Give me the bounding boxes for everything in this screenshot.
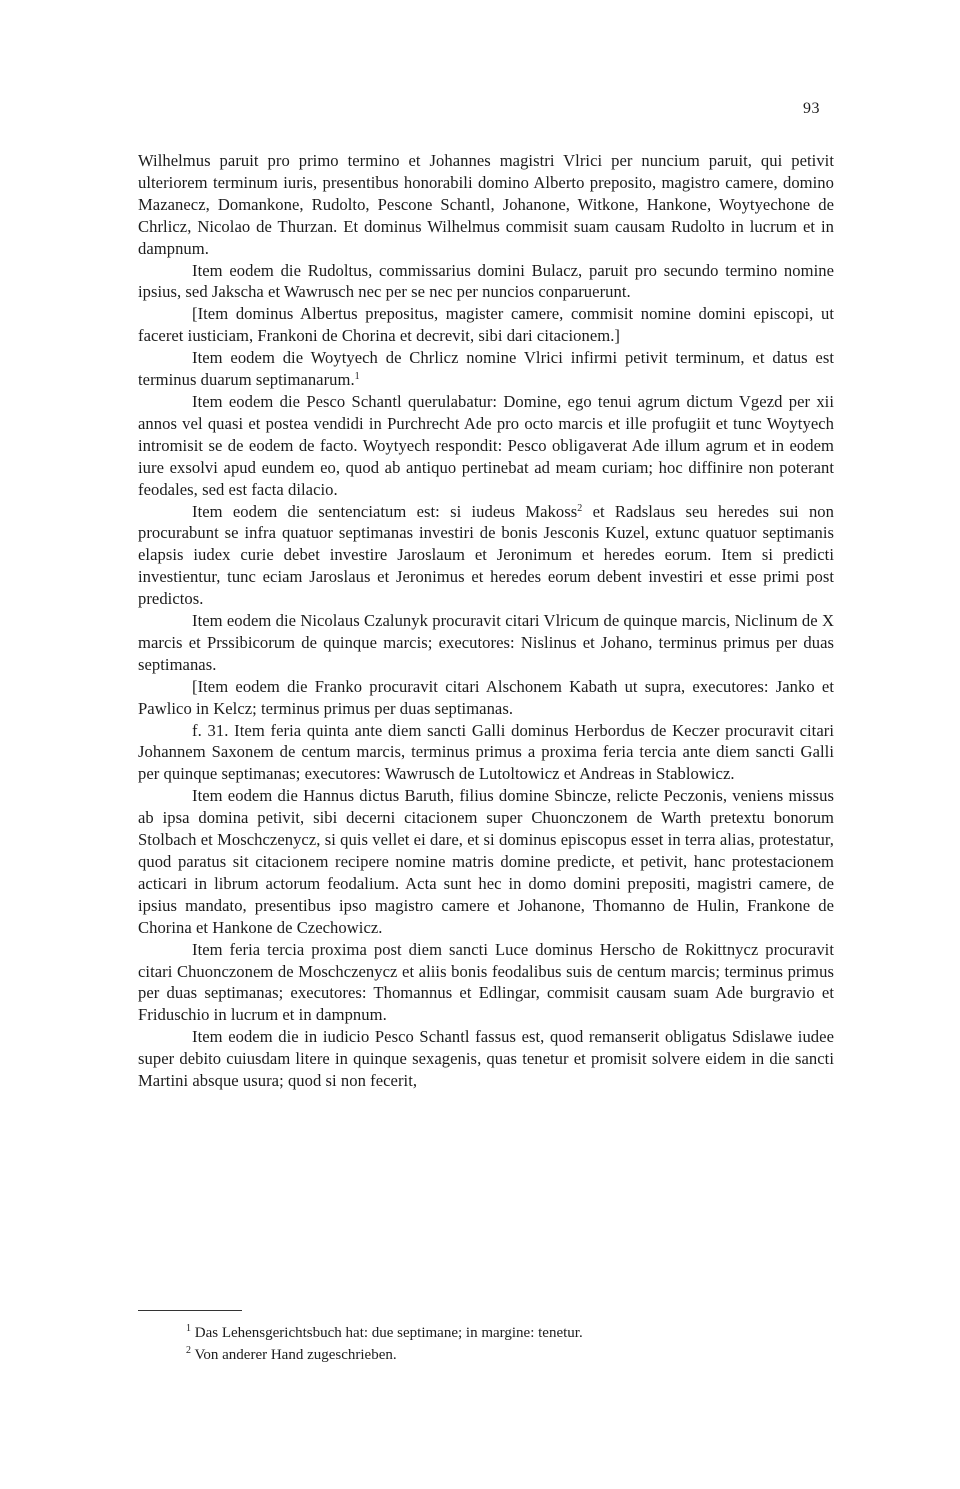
footnote-divider [138, 1310, 242, 1311]
footnotes [186, 1322, 826, 1366]
paragraph: [Item eodem die Franko procuravit citari Alschonem Kabath ut supra, executores: Janko et Pawlico in Kelcz; terminus primus per duas septimanas. [138, 676, 834, 718]
paragraph-text: Item eodem die sentenciatum est: si iudeus Makoss [192, 501, 578, 521]
page-number: 93 [803, 100, 820, 117]
footnote [186, 1344, 826, 1366]
paragraph: [Item dominus Albertus prepositus, magister camere, commisit nomine domini episcopi, ut faceret iusticiam, Frankoni de Chorina et decrevit, sibi dari citacionem.] [138, 304, 834, 346]
paragraph [138, 501, 834, 611]
body-text [138, 150, 834, 1092]
paragraph: Item eodem die Hannus dictus Baruth, filius domine Sbincze, relicte Peczonis, veniens missus ab ipsa domina petivit, sibi decerni citacionem super Chuonczonem de Warth pretextu bonorum Stolbach et Moschczenycz, si quis vellet ei dare, et si dominus episcopus esset in terra alias, protestatur, quod paratus sit citacionem recipere nomine matris domine predicte, et petivit, hanc protestacionem acticari in librum actorum feodalium. Acta sunt hec in domo domini prepositi, magistri camere, de ipsius mandato, presentibus ipso magistro camere et Johanone, Thomanno de Hulin, Frankone de Chorina et Hankone de Czechowicz. [138, 786, 834, 937]
footnote-reference: 1 [354, 371, 360, 383]
footnote-mark: 2 [186, 1345, 191, 1356]
paragraph-text: Item eodem die Woytyech de Chrlicz nomine Vlrici infirmi petivit terminum, et datus est terminus duarum septimanarum. [138, 348, 834, 390]
footnote-text: Das Lehensgerichtsbuch hat: due septimane; in margine: tenetur. [194, 1325, 583, 1341]
paragraph-text: et Radslaus seu heredes sui non procurabunt se infra quatuor septimanas investiri de bonis Jesconis Kuzel, extunc quatuor septimanis elapsis iudex curie debet investire Jaroslaum et Jeronimum et heredes eorum. Item si predicti investientur, tunc eciam Jaroslaus et Jeronimus et heredes eorum debent investiri et esse primi post predictos. [138, 501, 834, 609]
footnote-reference: 2 [577, 502, 583, 514]
paragraph: Item eodem die in iudicio Pesco Schantl fassus est, quod remanserit obligatus Sdislawe iudee super debito cuiusdam litere in quinque sexagenis, quas tenetur et promisit solvere eidem in die sancti Martini absque usura; quod si non fecerit, [138, 1027, 834, 1091]
footnote-text: Von anderer Hand zugeschrieben. [194, 1347, 397, 1363]
paragraph: Item eodem die Pesco Schantl querulabatur: Domine, ego tenui agrum dictum Vgezd per xii annos vel quasi et postea vendidi in Purchrecht Ade pro octo marcis et ille profugiit et tunc Woytyech intromisit se de eodem de facto. Woytyech respondit: Pesco obligaverat Ade illum agrum et in eodem iure exsolvi apud eundem eo, quod ab antiquo pertinebat ad meam curiam; hoc diffinire non poterant feodales, sed est facta dilacio. [138, 391, 834, 499]
paragraph: f. 31. Item feria quinta ante diem sancti Galli dominus Herbordus de Keczer procuravit citari Johannem Saxonem de centum marcis, terminus primus a proxima feria tercia ante diem sancti Galli per quinque septimanas; executores: Wawrusch de Lutoltowicz et Andreas in Stablowicz. [138, 720, 834, 784]
paragraph: Item eodem die Nicolaus Czalunyk procuravit citari Vlricum de quinque marcis, Niclinum de X marcis et Prssibicorum de quinque marcis; executores: Nislinus et Johano, terminus primus per duas septimanas. [138, 611, 834, 674]
paragraph: Item feria tercia proxima post diem sancti Luce dominus Herscho de Rokittnycz procuravit citari Chuonczonem de Moschczenycz et aliis bonis feodalibus suis de centum marcis; terminus primus per duas septimanas; executores: Thomannus et Edlingar, commisit causam suam Ade burgravio et Friduschio in lucrum et in dampnum. [138, 939, 834, 1025]
paragraph: Item eodem die Rudoltus, commissarius domini Bulacz, paruit pro secundo termino nomine ipsius, sed Jakscha et Wawrusch nec per se nec per nuncios conparuerunt. [138, 260, 834, 302]
footnote [186, 1322, 826, 1344]
paragraph: Wilhelmus paruit pro primo termino et Johannes magistri Vlrici per nuncium paruit, qui petivit ulteriorem terminum iuris, presentibus honorabili domino Alberto preposito, magistro camere, domino Mazanecz, Domankone, Rudolto, Pescone Schantl, Johanone, Witkone, Hankone, Woytyechone de Chrlicz, Nicolao de Thurzan. Et dominus Wilhelmus commisit suam causam Rudolto in lucrum et in dampnum. [138, 151, 834, 258]
paragraph [138, 347, 834, 391]
footnote-mark: 1 [186, 1323, 191, 1334]
